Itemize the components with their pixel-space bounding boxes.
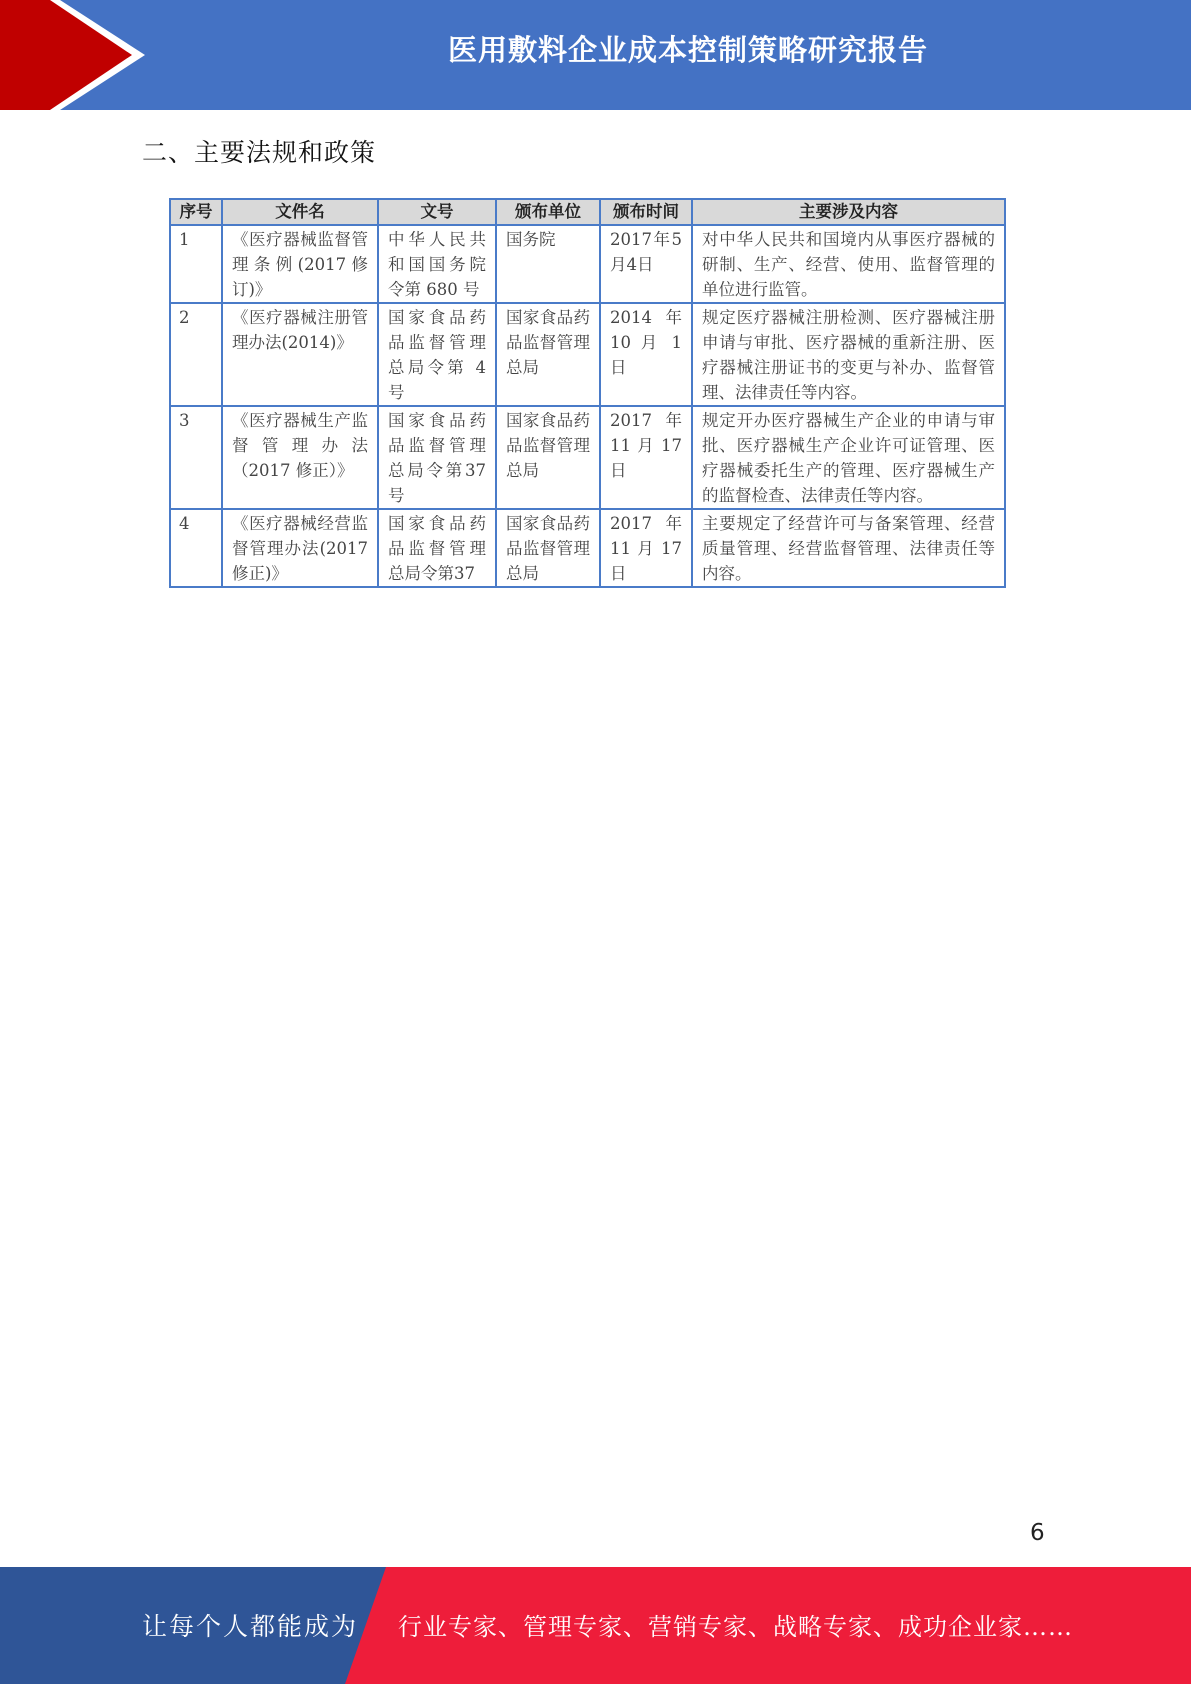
cell-issuer: 国家食品药品监督管理总局 [496, 303, 600, 406]
cell-issuer: 国家食品药品监督管理总局 [496, 406, 600, 509]
section-heading: 二、主要法规和政策 [142, 138, 377, 167]
cell-number: 国家食品药品监督管理总局令第 4 号 [378, 303, 496, 406]
table-row [170, 303, 1005, 406]
header-bar [0, 0, 1191, 110]
header-cell-name: 文件名 [222, 199, 378, 225]
cell-content: 规定开办医疗器械生产企业的申请与审批、医疗器械生产企业许可证管理、医疗器械委托生产的管理、医疗器械生产的监督检查、法律责任等内容。 [692, 406, 1005, 509]
cell-issuer: 国家食品药品监督管理总局 [496, 509, 600, 587]
cell-number: 国家食品药品监督管理总局令第37 [378, 509, 496, 587]
cell-number: 国家食品药品监督管理总局令第37号 [378, 406, 496, 509]
footer-bar [0, 1567, 1191, 1684]
cell-index: 4 [170, 509, 222, 587]
header-cell-issuer: 颁布单位 [496, 199, 600, 225]
header-chevron-shape [0, 0, 160, 110]
cell-index: 3 [170, 406, 222, 509]
footer-slogan-right: 行业专家、管理专家、营销专家、战略专家、成功企业家…… [398, 1613, 1073, 1641]
cell-index: 2 [170, 303, 222, 406]
cell-content: 主要规定了经营许可与备案管理、经营质量管理、经营监督管理、法律责任等内容。 [692, 509, 1005, 587]
header-cell-number: 文号 [378, 199, 496, 225]
cell-name: 《医疗器械经营监督管理办法(2017 修正)》 [222, 509, 378, 587]
regulations-table-container [169, 198, 1004, 588]
table-row [170, 225, 1005, 303]
table-row [170, 406, 1005, 509]
header-cell-date: 颁布时间 [600, 199, 692, 225]
cell-name: 《医疗器械监督管理条例(2017修订)》 [222, 225, 378, 303]
footer-slogan-left: 让每个人都能成为 [142, 1612, 359, 1641]
cell-content: 规定医疗器械注册检测、医疗器械注册申请与审批、医疗器械的重新注册、医疗器械注册证书的变更与补办、监督管理、法律责任等内容。 [692, 303, 1005, 406]
cell-name: 《医疗器械生产监督管理办法（2017 修正）》 [222, 406, 378, 509]
cell-name: 《医疗器械注册管理办法(2014)》 [222, 303, 378, 406]
cell-date: 2014 年 10 月 1 日 [600, 303, 692, 406]
cell-index: 1 [170, 225, 222, 303]
page-number: 6 [1030, 1520, 1045, 1546]
cell-date: 2017 年 11 月 17 日 [600, 406, 692, 509]
header-cell-index: 序号 [170, 199, 222, 225]
cell-content: 对中华人民共和国境内从事医疗器械的研制、生产、经营、使用、监督管理的单位进行监管。 [692, 225, 1005, 303]
cell-issuer: 国务院 [496, 225, 600, 303]
document-title: 医用敷料企业成本控制策略研究报告 [447, 33, 928, 67]
table-header-row [170, 199, 1005, 225]
header-cell-content: 主要涉及内容 [692, 199, 1005, 225]
table-row [170, 509, 1005, 587]
cell-date: 2017 年 11 月 17 日 [600, 509, 692, 587]
cell-number: 中华人民共和国国务院令第 680 号 [378, 225, 496, 303]
regulations-table [169, 198, 1006, 588]
cell-date: 2017年5月4日 [600, 225, 692, 303]
